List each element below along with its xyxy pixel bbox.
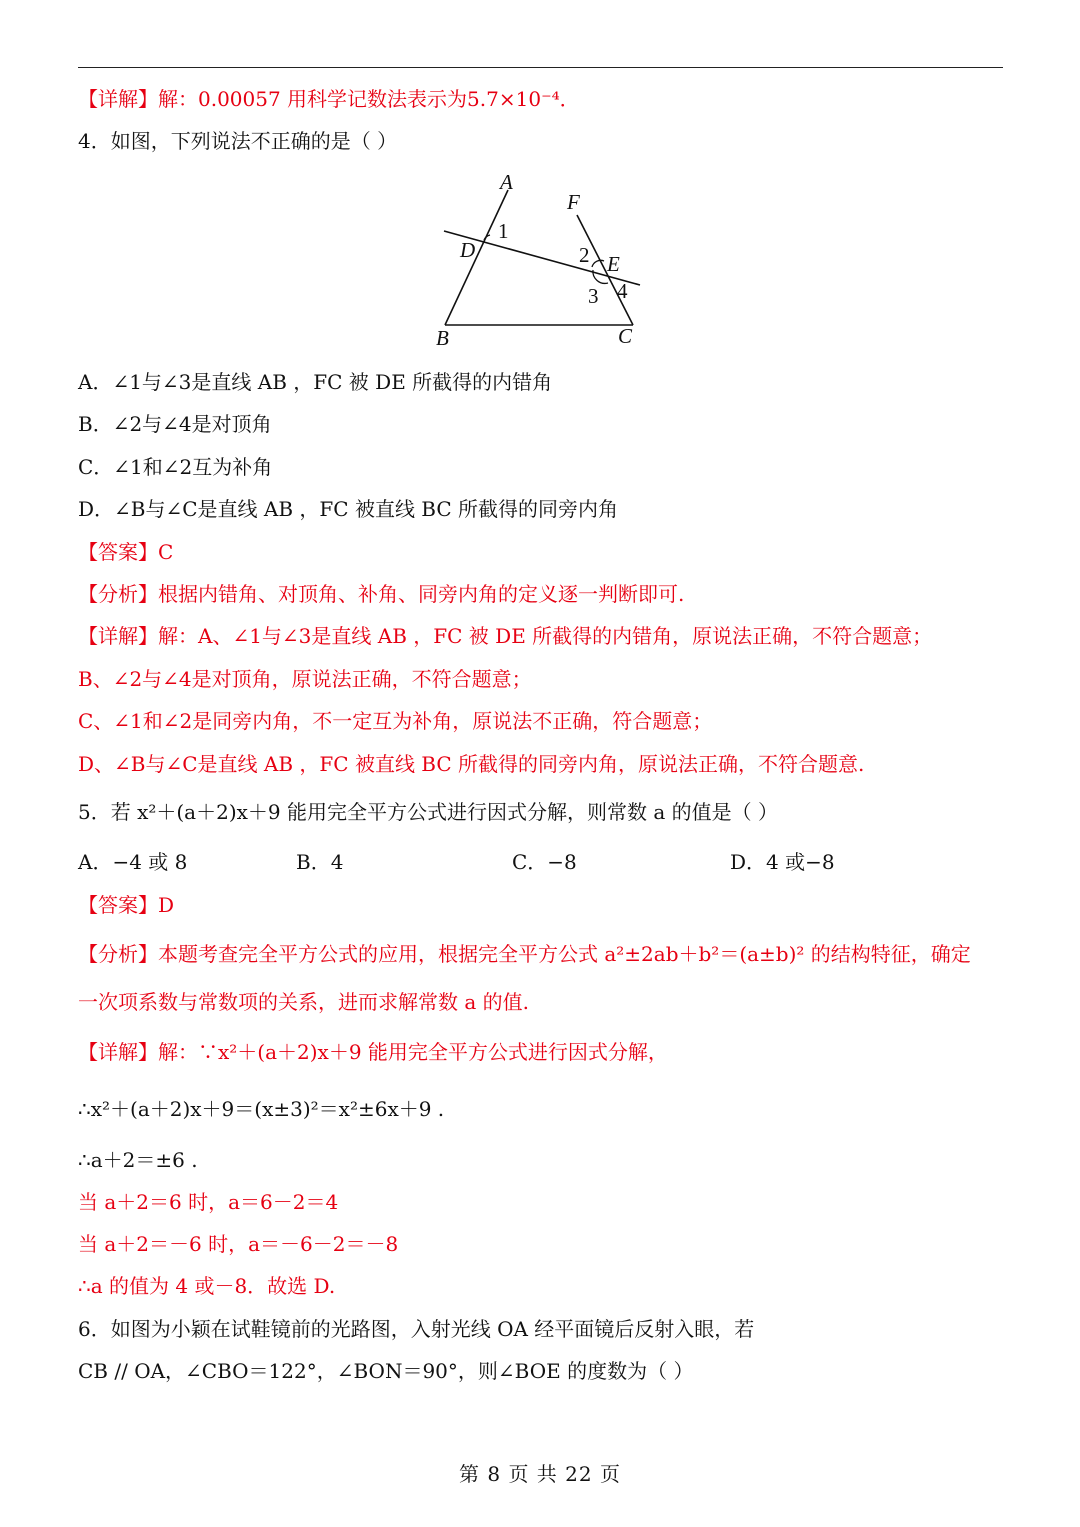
- angle-2-label: 2: [579, 243, 590, 267]
- q5-analysis-2: 一次项系数与常数项的关系，进而求解常数 a 的值.: [78, 990, 529, 1014]
- q4-option-c: C．∠1和∠2互为补角: [78, 455, 273, 479]
- q6-stem-2: CB // OA，∠CBO＝122°，∠BON＝90°，则∠BOE 的度数为（ ）: [78, 1359, 694, 1383]
- geometry-figure: [430, 165, 670, 350]
- q5-analysis-1: 【分析】本题考查完全平方公式的应用，根据完全平方公式 a²±2ab＋b²＝(a±b)² 的结构特征，确定: [78, 942, 971, 966]
- q5-answer: 【答案】D: [78, 893, 175, 917]
- q5-option-b: B．4: [296, 850, 344, 874]
- line-ab: [445, 190, 508, 325]
- point-a-label: A: [500, 170, 513, 194]
- q5-option-d: D．4 或−8: [730, 850, 835, 874]
- q4-option-b: B．∠2与∠4是对顶角: [78, 412, 272, 436]
- angle-1-label: 1: [498, 219, 509, 243]
- q4-detail-a: 【详解】解：A、∠1与∠3是直线 AB ，FC 被 DE 所截得的内错角，原说法正确，不符合题意；: [78, 624, 933, 648]
- q5-detail-5: 当 a＋2＝－6 时，a＝－6－2＝－8: [78, 1232, 399, 1256]
- q5-options: [78, 848, 1003, 876]
- point-c-label: C: [618, 324, 633, 348]
- header-rule: [78, 67, 1003, 68]
- q3-detail-line: 【详解】解：0.00057 用科学记数法表示为5.7×10⁻⁴．: [78, 87, 580, 111]
- q4-detail-c: C、∠1和∠2是同旁内角，不一定互为补角，原说法不正确，符合题意；: [78, 709, 713, 733]
- q5-detail-1: 【详解】解：∵x²＋(a＋2)x＋9 能用完全平方公式进行因式分解，: [78, 1040, 668, 1064]
- q6-stem-1: 6．如图为小颖在试鞋镜前的光路图，入射光线 OA 经平面镜后反射入眼，若: [78, 1317, 755, 1341]
- angle-1-arc: [484, 235, 490, 240]
- q4-answer: 【答案】C: [78, 540, 174, 564]
- q4-option-d: D．∠B与∠C是直线 AB ，FC 被直线 BC 所截得的同旁内角: [78, 497, 619, 521]
- q5-stem: 5．若 x²＋(a＋2)x＋9 能用完全平方公式进行因式分解，则常数 a 的值是（ ）: [78, 800, 778, 824]
- point-b-label: B: [436, 326, 449, 350]
- q5-option-c: C．−8: [512, 850, 577, 874]
- q4-option-a: A．∠1与∠3是直线 AB ，FC 被 DE 所截得的内错角: [78, 370, 553, 394]
- q5-detail-3: ∴a＋2＝±6 .: [78, 1148, 198, 1172]
- q5-option-a: A．−4 或 8: [78, 850, 188, 874]
- point-d-label: D: [460, 238, 476, 262]
- page-footer: 第 8 页 共 22 页: [459, 1462, 621, 1486]
- point-e-label: E: [607, 252, 620, 276]
- point-f-label: F: [567, 190, 580, 214]
- angle-3-label: 3: [588, 284, 599, 308]
- angle-4-label: 4: [617, 279, 628, 303]
- q4-analysis: 【分析】根据内错角、对顶角、补角、同旁内角的定义逐一判断即可.: [78, 582, 685, 606]
- q4-stem: 4．如图，下列说法不正确的是（ ）: [78, 129, 398, 153]
- q4-detail-b: B、∠2与∠4是对顶角，原说法正确，不符合题意；: [78, 667, 532, 691]
- q5-detail-4: 当 a＋2＝6 时，a＝6－2＝4: [78, 1190, 339, 1214]
- q5-detail-6: ∴a 的值为 4 或－8．故选 D.: [78, 1274, 336, 1298]
- q4-detail-d: D、∠B与∠C是直线 AB ，FC 被直线 BC 所截得的同旁内角，原说法正确，不符合题意.: [78, 752, 865, 776]
- q5-detail-2: ∴x²＋(a＋2)x＋9＝(x±3)²＝x²±6x＋9 .: [78, 1097, 445, 1121]
